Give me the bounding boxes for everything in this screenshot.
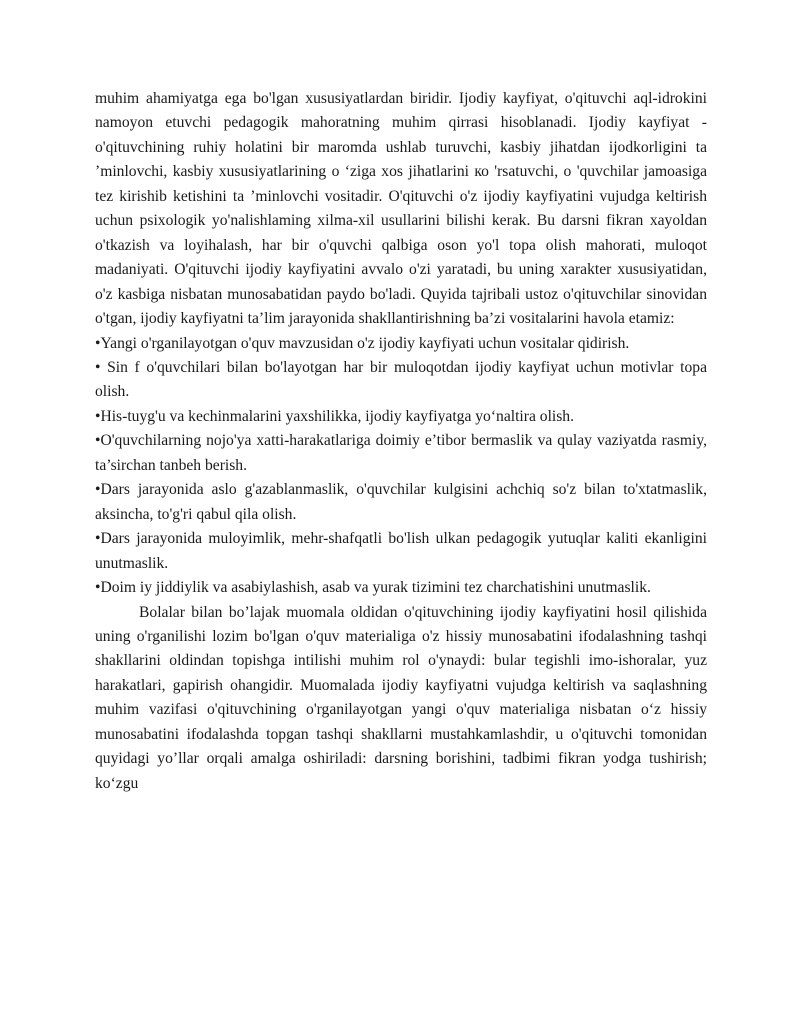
body-paragraph: muhim ahamiyatga ega bo'lgan xususiyatlardan biridir. Ijodiy kayfiyat, o'qituvchi aql-idrokini namoyon etuvchi pedagogik mahoratning muhim qirrasi hisoblanadi. Ijodiy kayfiyat -o'qituvchining ruhiy holatini bir maromda ushlab turuvchi, kasbiy jihatdan ijodkorligini ta ’minlovchi, kasbiy xususiyatlarining o ‘ziga xos jihatlarini ко 'rsatuvchi, o 'quvchilar jamoasiga tez kirishib ketishini ta ’minlovchi vositadir. O'qituvchi o'z ijodiy kayfiyatini vujudga keltirish uchun psixologik yo'nalishlaming xilma-xil usullarini bilishi kerak. Bu darsni fikran xayoldan o'tkazish va loyihalash, har bir o'quvchi qalbiga oson yo'l topa olish mahorati, muloqot madaniyati. O'qituvchi ijodiy kayfiyatini avvalo o'zi yaratadi, bu uning xarakter xususiyatidan, o'z kasbiga nisbatan munosabatidan paydo bo'ladi. Quyida tajribali ustoz o'qituvchilar sinovidan o'tgan, ijodiy kayfiyatni ta’lim jarayonida shakllantirishning ba’zi vositalarini havola etamiz: [95,90,707,328]
bullet-item: •O'quvchilarning nojo'ya xatti-harakatlariga doimiy e’tibor bermaslik va qulay vaziyatda rasmiy, ta’sirchan tanbeh berish. [95,432,707,474]
body-paragraph-indented: Bolalar bilan bo’lajak muomala oldidan o'qituvchining ijodiy kayfiyatini hosil qilishida uning o'rganilishi lozim bo'lgan o'quv materialiga o'z hissiy munosabatini ifodalashning tashqi shakllarini oldindan topishga intilishi muhim rol o'ynaydi: bular tegishli imo-ishoralar, yuz harakatlari, gapirish ohangidir. Muomalada ijodiy kayfiyatni vujudga keltirish va saqlashning muhim vazifasi o'qituvchining o'rganilayotgan yangi o'quv materialiga nisbatan o‘z hissiy munosabatini ifodalashda topgan tashqi shakllarni mustahkamlashdir, u o'qituvchi tomonidan quyidagi yo’llar orqali amalga oshiriladi: darsning borishini, tadbimi fikran yodga tushirish; ko‘zgu [95,603,707,792]
bullet-item: •Yangi o'rganilayotgan o'quv mavzusidan o'z ijodiy kayfiyati uchun vositalar qidirish. [95,334,630,352]
bullet-item: •Dars jarayonida muloyimlik, mehr-shafqatli bo'lish ulkan pedagogik yutuqlar kaliti ekanligini unutmaslik. [95,530,707,572]
bullet-item: • Sin f o'quvchilari bilan bo'layotgan har bir muloqotdan ijodiy kayfiyat uchun motivlar topa olish. [95,358,707,401]
document-page [95,87,707,796]
bullet-item: •His-tuyg'u va kechinmalarini yaxshilikka, ijodiy kayfiyatga yo‘naltira olish. [95,407,575,425]
bullet-item: •Dars jarayonida aslo g'azablanmaslik, o'quvchilar kulgisini achchiq so'z bilan to'xtatmaslik, aksincha, to'g'ri qabul qila olish. [95,481,707,523]
bullet-item: •Doim iy jiddiylik va asabiylashish, asab va yurak tizimini tez charchatishini unutmaslik. [95,579,651,597]
